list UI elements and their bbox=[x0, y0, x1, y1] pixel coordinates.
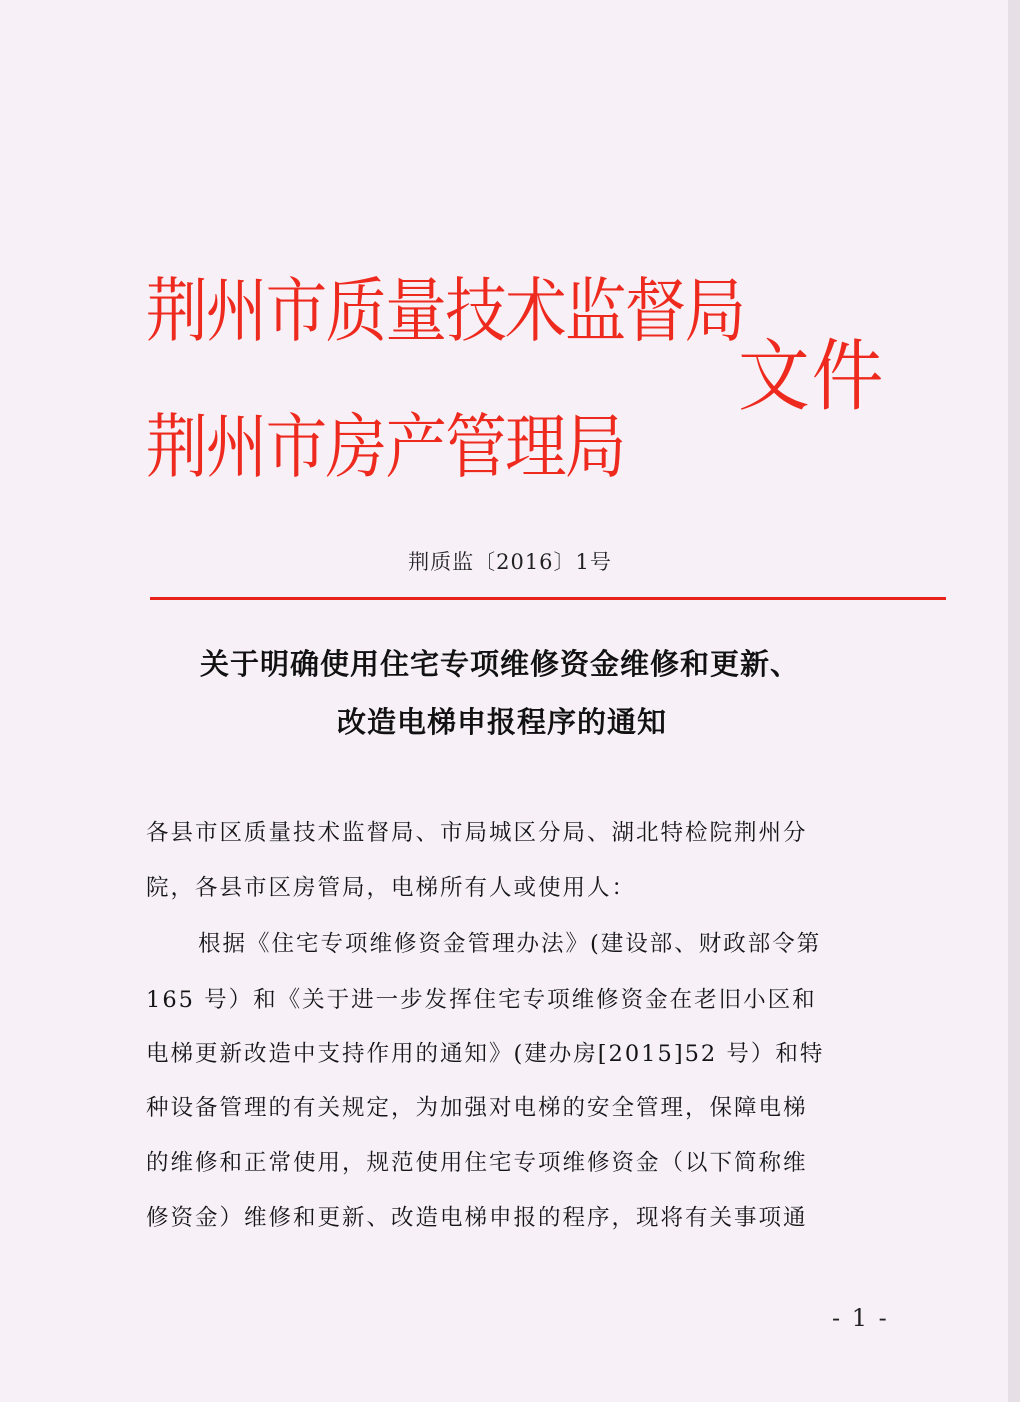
body-line: 165 号）和《关于进一步发挥住宅专项维修资金在老旧小区和 bbox=[146, 987, 817, 1013]
issuer-name-housing-bureau: 荆州市房产管理局 bbox=[146, 406, 625, 488]
notice-title-line-2: 改造电梯申报程序的通知 bbox=[336, 705, 667, 739]
scan-edge bbox=[1008, 0, 1020, 1402]
body-line: 电梯更新改造中支持作用的通知》(建办房[2015]52 号）和特 bbox=[146, 1041, 825, 1067]
red-divider-line bbox=[150, 597, 946, 600]
body-line: 修资金）维修和更新、改造电梯申报的程序，现将有关事项通 bbox=[146, 1205, 808, 1231]
body-line: 的维修和正常使用，规范使用住宅专项维修资金（以下简称维 bbox=[146, 1150, 808, 1176]
notice-title-line-1: 关于明确使用住宅专项维修资金维修和更新、 bbox=[199, 647, 800, 681]
body-line: 种设备管理的有关规定，为加强对电梯的安全管理，保障电梯 bbox=[146, 1095, 808, 1121]
page-number: - 1 - bbox=[832, 1304, 889, 1332]
body-line: 根据《住宅专项维修资金管理办法》(建设部、财政部令第 bbox=[198, 931, 822, 957]
issuer-name-quality-bureau: 荆州市质量技术监督局 bbox=[146, 270, 745, 352]
body-line: 各县市区质量技术监督局、市局城区分局、湖北特检院荆州分 bbox=[146, 820, 808, 846]
document-type-label: 文件 bbox=[738, 332, 886, 422]
document-number: 荆质监〔2016〕1号 bbox=[408, 550, 612, 574]
body-line: 院，各县市区房管局，电梯所有人或使用人： bbox=[146, 875, 637, 901]
